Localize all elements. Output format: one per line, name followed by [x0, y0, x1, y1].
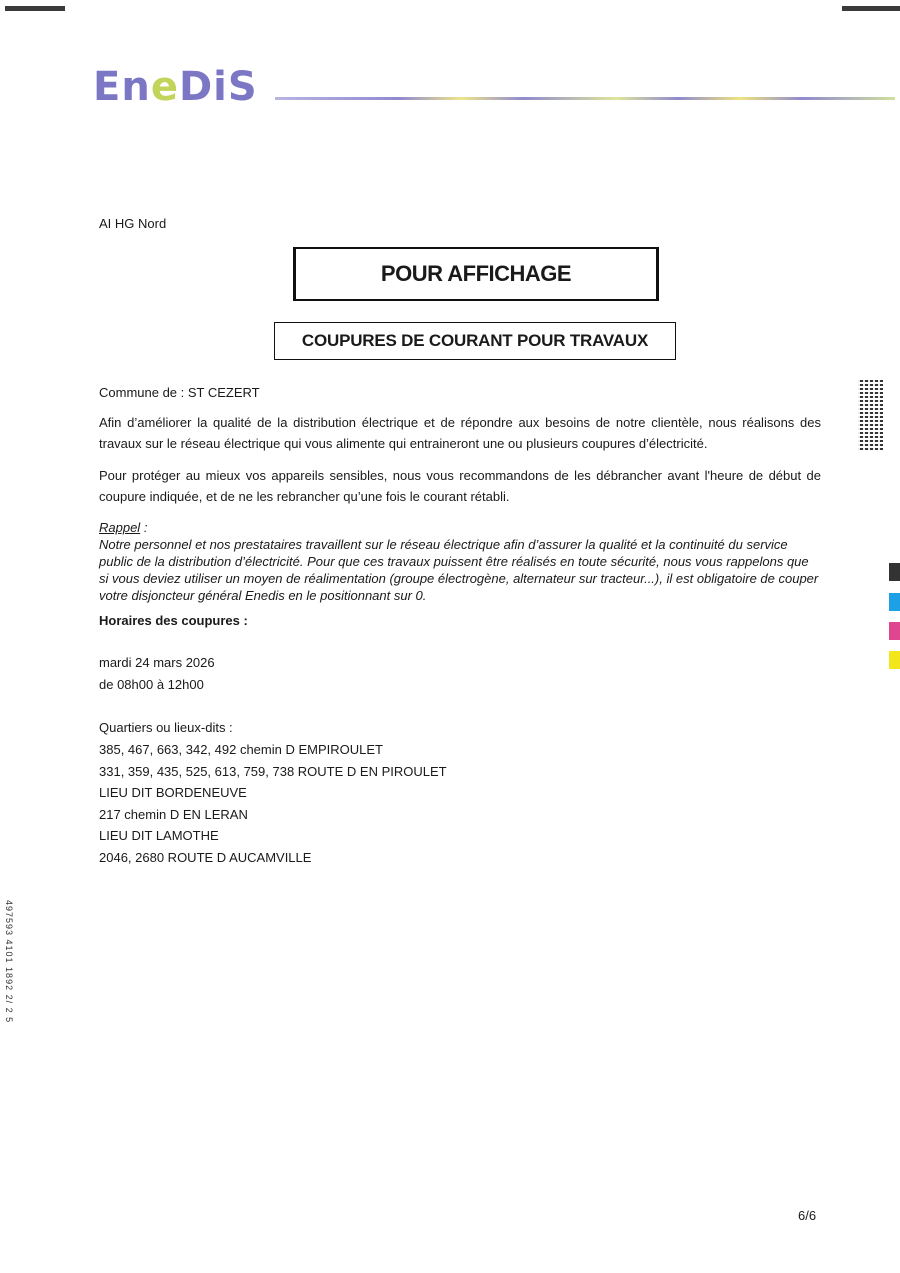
- schedule-time: de 08h00 à 12h00: [99, 677, 204, 692]
- logo-text-part3: DiS: [178, 64, 258, 110]
- logo-decorative-line: [275, 97, 895, 100]
- side-reference-code: 497593 4101 1892 2/ 2 5: [4, 900, 14, 1024]
- color-mark-black: [889, 563, 900, 581]
- location-item: 331, 359, 435, 525, 613, 759, 738 ROUTE D EN PIROULET: [99, 764, 447, 779]
- logo-text-part1: En: [93, 64, 151, 110]
- location-item: 2046, 2680 ROUTE D AUCAMVILLE: [99, 850, 312, 865]
- scan-mark-top-left: [5, 6, 65, 11]
- location-item: 385, 467, 663, 342, 492 chemin D EMPIROULET: [99, 742, 383, 757]
- page-number: 6/6: [798, 1208, 817, 1223]
- commune-label: Commune de : ST CEZERT: [99, 385, 260, 400]
- intro-paragraph: Afin d’améliorer la qualité de la distribution électrique et de répondre aux besoins de notre clientèle, nous réalisons des travaux sur le réseau électrique qui vous alimente qui entraineront une ou plusieurs coupures d’électricité.: [99, 415, 821, 451]
- location-item: LIEU DIT LAMOTHE: [99, 828, 219, 843]
- location-item: 217 chemin D EN LERAN: [99, 807, 248, 822]
- logo-text-part2: e: [150, 64, 179, 110]
- rappel-text: Notre personnel et nos prestataires travaillent sur le réseau électrique afin d’assurer la qualité et la continuité du service public de la distribution d’électricité. Pour que ces travaux puissent être réalisés en toute sécurité, nous vous rappelons que si vous deviez utiliser un moyen de réalimentation (groupe électrogène, alternateur sur tracteur...), il est obligatoire de couper votre disjoncteur général Enedis en le positionnant sur 0.: [99, 537, 819, 603]
- main-title-box: [293, 247, 659, 301]
- color-mark-cyan: [889, 593, 900, 611]
- main-title: POUR AFFICHAGE: [380, 261, 572, 286]
- scan-mark-top-right: [842, 6, 900, 11]
- color-mark-yellow: [889, 651, 900, 669]
- rappel-block: [99, 519, 821, 604]
- rappel-separator: :: [140, 520, 148, 535]
- rappel-heading: [99, 519, 821, 536]
- protect-paragraph: Pour protéger au mieux vos appareils sensibles, nous vous recommandons de les débrancher avant l'heure de début de coupure indiquée, et de ne les rebrancher qu’une fois le courant rétabli.: [99, 468, 821, 504]
- locations-heading: Quartiers ou lieux-dits :: [99, 720, 233, 735]
- subtitle-box: [274, 322, 676, 360]
- schedule-heading: Horaires des coupures :: [99, 613, 248, 628]
- enedis-logo: [93, 62, 258, 112]
- schedule-date: mardi 24 mars 2026: [99, 655, 215, 670]
- color-mark-magenta: [889, 622, 900, 640]
- subtitle: COUPURES DE COURANT POUR TRAVAUX: [301, 331, 649, 350]
- location-item: LIEU DIT BORDENEUVE: [99, 785, 247, 800]
- rappel-label: Rappel: [99, 520, 141, 535]
- department-label: AI HG Nord: [99, 216, 167, 231]
- datamatrix-code-icon: [858, 380, 883, 450]
